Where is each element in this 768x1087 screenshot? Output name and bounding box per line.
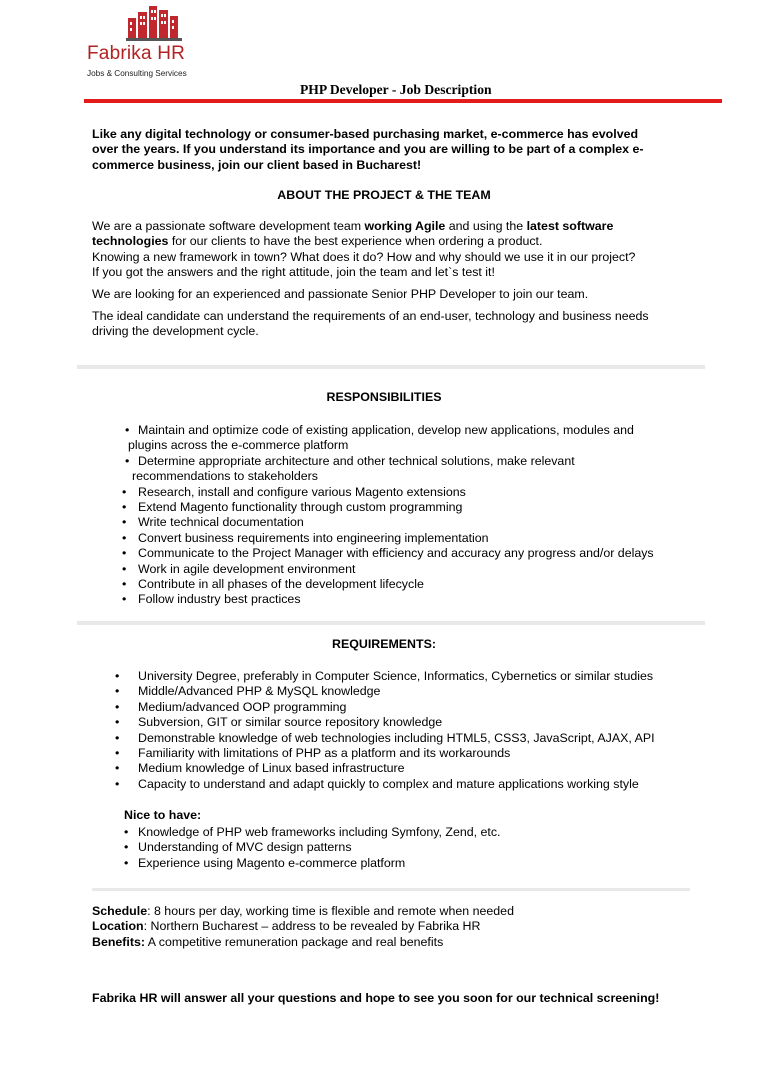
about-emphasis: latest software [526, 219, 614, 233]
about-text: for our clients to have the best experience when ordering a product. [168, 234, 543, 249]
bullet: • [115, 699, 120, 714]
intro-paragraph [92, 127, 692, 173]
section-divider [77, 621, 705, 625]
responsibilities-heading: RESPONSIBILITIES [326, 390, 442, 404]
about-heading: ABOUT THE PROJECT & THE TEAM [277, 188, 491, 202]
requirements-heading: REQUIREMENTS: [332, 637, 436, 651]
list-item [124, 825, 684, 840]
list-item-text: plugins across the e-commerce platform [128, 438, 349, 453]
schedule-label: Schedule [92, 904, 148, 918]
list-item-text: Follow industry best practices [138, 592, 301, 607]
list-item-text: Familiarity with limitations of PHP as a platform and its workarounds [138, 746, 511, 761]
list-item-text: Understanding of MVC design patterns [138, 840, 352, 855]
list-item [115, 684, 715, 699]
logo-tagline: Jobs & Consulting Services [87, 69, 187, 78]
list-item [115, 777, 715, 792]
bullet: • [115, 669, 120, 683]
schedule-row [92, 904, 692, 919]
list-item-text: Research, install and configure various Magento extensions [138, 484, 466, 499]
list-item [115, 669, 715, 684]
list-item-text: Subversion, GIT or similar source repository knowledge [138, 715, 443, 730]
list-item [122, 485, 702, 500]
list-item-text: Extend Magento functionality through custom programming [138, 500, 463, 515]
list-item [115, 715, 715, 730]
list-item-text: Maintain and optimize code of existing application, develop new applications, modules and [138, 423, 634, 437]
list-item-text: Determine appropriate architecture and other technical solutions, make relevant [138, 453, 575, 468]
bullet: • [122, 515, 127, 530]
list-item-text: Middle/Advanced PHP & MySQL knowledge [138, 684, 381, 699]
list-item [122, 592, 702, 607]
list-item-text: Write technical documentation [138, 515, 304, 530]
list-item-text: Medium/advanced OOP programming [138, 699, 347, 714]
bullet: • [122, 592, 127, 607]
about-paragraph-2: We are looking for an experienced and passionate Senior PHP Developer to join our team. [92, 287, 589, 301]
intro-line: commerce business, join our client based in Bucharest! [92, 157, 422, 172]
list-item-text: Contribute in all phases of the development lifecycle [138, 577, 424, 592]
bullet: • [115, 715, 120, 730]
location-value: : Northern Bucharest – address to be revealed by Fabrika HR [143, 919, 481, 934]
list-item-text: Knowledge of PHP web frameworks including Symfony, Zend, etc. [138, 825, 501, 839]
about-text: We are a passionate software development team [92, 219, 365, 233]
list-item [122, 562, 702, 577]
nice-to-have-list [124, 825, 684, 871]
benefits-value: A competitive remuneration package and real benefits [145, 934, 444, 949]
bullet: • [124, 855, 129, 870]
section-divider [77, 365, 705, 369]
intro-line: Like any digital technology or consumer-based purchasing market, e-commerce has evolved [92, 127, 639, 141]
bullet: • [125, 423, 130, 437]
bullet: • [124, 825, 129, 839]
schedule-value: : 8 hours per day, working time is flexible and remote when needed [147, 904, 514, 918]
list-item [122, 546, 702, 561]
bullet: • [115, 761, 120, 776]
list-item-text: Convert business requirements into engineering implementation [138, 530, 489, 545]
about-text: If you got the answers and the right attitude, join the team and let`s test it! [92, 265, 495, 280]
list-item [124, 856, 684, 871]
list-item-text: Capacity to understand and adapt quickly to complex and mature applications working style [138, 776, 639, 791]
list-item [124, 840, 684, 855]
benefits-row [92, 935, 692, 950]
bullet: • [122, 546, 127, 561]
list-item-text: Demonstrable knowledge of web technologies including HTML5, CSS3, JavaScript, AJAX, API [138, 730, 655, 745]
city-skyline-icon [126, 4, 186, 44]
location-row [92, 919, 692, 934]
bullet: • [115, 746, 120, 761]
list-item-text: Experience using Magento e-commerce platform [138, 855, 406, 870]
document-title: PHP Developer - Job Description [300, 82, 492, 97]
intro-line: over the years. If you understand its importance and you are willing to be part of a complex e- [92, 142, 644, 157]
title-divider [84, 99, 722, 103]
list-item [115, 761, 715, 776]
list-item [122, 577, 702, 592]
bullet: • [115, 730, 120, 745]
list-item [122, 423, 702, 454]
about-emphasis: working Agile [364, 219, 446, 233]
about-text: Knowing a new framework in town? What does it do? How and why should we use it in our project? [92, 249, 636, 264]
about-text: The ideal candidate can understand the requirements of an end-user, technology and business needs [92, 309, 649, 323]
bullet: • [125, 453, 130, 468]
list-item-text: Medium knowledge of Linux based infrastructure [138, 761, 405, 776]
bullet: • [122, 577, 127, 592]
list-item-text: Work in agile development environment [138, 561, 356, 576]
closing-statement: Fabrika HR will answer all your questions and hope to see you soon for our technical screening! [92, 991, 660, 1005]
bullet: • [115, 684, 120, 699]
list-item-text: Communicate to the Project Manager with efficiency and accuracy any progress and/or delays [138, 546, 654, 561]
list-item [115, 731, 715, 746]
about-paragraph [92, 219, 692, 281]
about-text: and using the [445, 219, 527, 233]
bullet: • [124, 840, 129, 855]
list-item-text: recommendations to stakeholders [132, 469, 318, 484]
section-divider [92, 888, 690, 891]
responsibilities-list [122, 423, 702, 608]
about-text: driving the development cycle. [92, 324, 259, 339]
bullet: • [115, 776, 120, 791]
about-paragraph-3 [92, 309, 692, 340]
list-item [122, 454, 702, 485]
company-logo [86, 4, 226, 84]
nice-to-have-heading: Nice to have: [124, 808, 202, 822]
requirements-list [115, 669, 715, 792]
list-item [122, 531, 702, 546]
list-item-text: University Degree, preferably in Computer Science, Informatics, Cybernetics or similar studies [138, 669, 654, 683]
bullet: • [122, 500, 127, 515]
list-item [115, 746, 715, 761]
bullet: • [122, 484, 127, 499]
list-item [115, 700, 715, 715]
bullet: • [122, 561, 127, 576]
bullet: • [122, 530, 127, 545]
logo-brand: Fabrika HR [87, 43, 186, 64]
location-label: Location [92, 919, 144, 934]
job-details [92, 904, 692, 950]
list-item [122, 500, 702, 515]
list-item [122, 515, 702, 530]
about-emphasis: technologies [92, 234, 169, 249]
benefits-label: Benefits: [92, 934, 146, 949]
